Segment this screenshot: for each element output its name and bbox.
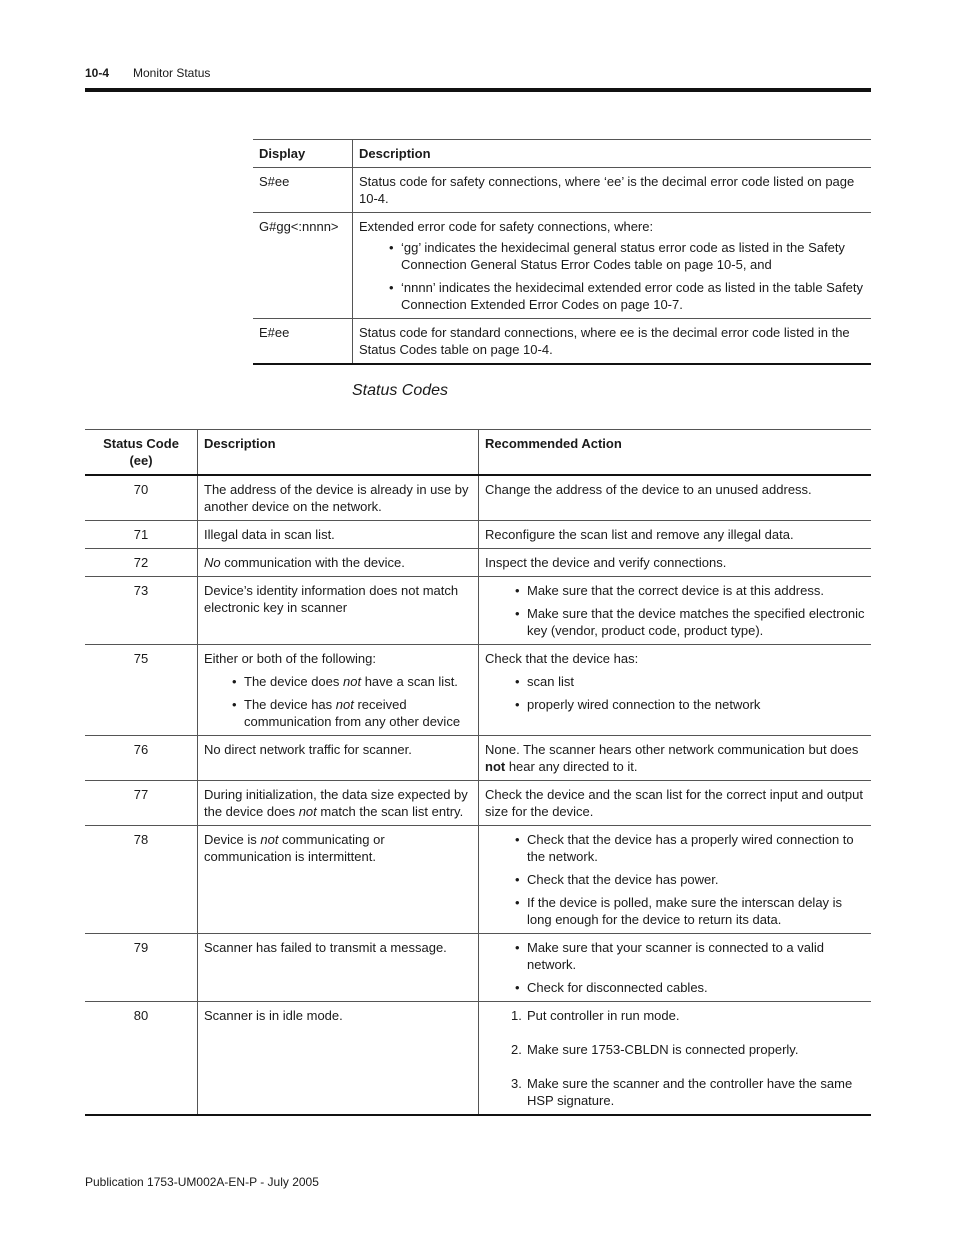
section-title: Monitor Status [133, 66, 211, 80]
action-cell: Check the device and the scan list for the correct input and output size for the device. [485, 787, 863, 819]
description-text: Extended error code for safety connections, where: [359, 219, 654, 234]
description-cell: During initialization, the data size expected by the device does not match the scan list entry. [198, 781, 479, 826]
page-header [85, 66, 871, 88]
status-code-cell: 80 [85, 1002, 198, 1116]
list-item: • ‘nnnn’ indicates the hexidecimal extended error code as listed in the table Safety Connection Extended Error Codes on page 10-7. [389, 279, 865, 313]
description-cell: Illegal data in scan list. [198, 521, 479, 549]
table-row [85, 1002, 871, 1116]
table-caption: Status Codes [352, 382, 449, 399]
description-cell: Scanner has failed to transmit a message. [198, 934, 479, 1002]
table-row [85, 934, 871, 1002]
list-item: • Check that the device has a properly wired connection to the network. [515, 831, 865, 865]
action-cell [479, 577, 872, 645]
table-header-row [253, 140, 871, 168]
table-row [85, 549, 871, 577]
table-row [85, 475, 871, 521]
column-header-recommended-action: Recommended Action [485, 436, 622, 451]
list-item: • Check for disconnected cables. [515, 979, 865, 996]
list-item: • The device has not received communication from any other device [232, 696, 472, 730]
list-item: 1. Put controller in run mode. [511, 1008, 680, 1023]
action-cell: Reconfigure the scan list and remove any illegal data. [485, 527, 794, 542]
description-text: communication with the device. [220, 555, 405, 570]
table-header-row [85, 430, 871, 476]
display-cell: E#ee [253, 319, 353, 365]
display-cell: S#ee [253, 168, 353, 213]
list-item: • Make sure that your scanner is connected to a valid network. [515, 939, 865, 973]
emphasis-text: not [298, 804, 317, 819]
list-item: 2. Make sure 1753-CBLDN is connected properly. [511, 1042, 799, 1057]
bullet-list [485, 673, 865, 713]
status-code-cell: 70 [85, 475, 198, 521]
table-row [85, 826, 871, 934]
status-code-cell: 79 [85, 934, 198, 1002]
description-cell: Scanner is in idle mode. [198, 1002, 479, 1116]
description-cell: Status code for safety connections, where ‘ee’ is the decimal error code listed on page 10-4. [359, 174, 855, 206]
description-cell: Device’s identity information does not match electronic key in scanner [198, 577, 479, 645]
list-item: • ‘gg’ indicates the hexidecimal general status error code as listed in the Safety Connection General Status Error Codes table on page 10-5, and [389, 239, 865, 273]
action-cell [479, 1002, 872, 1116]
description-cell: Status code for standard connections, where ee is the decimal error code listed in the Status Codes table on page 10-4. [359, 325, 850, 357]
description-cell: No direct network traffic for scanner. [198, 736, 479, 781]
status-code-cell: 75 [85, 645, 198, 736]
table-row [253, 168, 871, 213]
description-cell [198, 645, 479, 736]
description-cell [198, 549, 479, 577]
bullet-list [485, 939, 865, 996]
column-header-description: Description [359, 146, 431, 161]
numbered-list [485, 1007, 865, 1109]
list-item: • Make sure that the correct device is at this address. [515, 582, 865, 599]
display-codes-table [253, 139, 871, 365]
status-code-cell: 72 [85, 549, 198, 577]
status-codes-table [85, 429, 871, 1116]
table-row [85, 781, 871, 826]
status-code-cell: 76 [85, 736, 198, 781]
column-header-status-code: Status Code (ee) [85, 430, 198, 476]
column-header-description: Description [198, 430, 479, 476]
description-cell: Device is not communicating or communication is intermittent. [198, 826, 479, 934]
page-number: 10-4 [85, 66, 110, 80]
column-header-display: Display [253, 140, 353, 168]
action-cell: Inspect the device and verify connections. [485, 555, 727, 570]
status-code-cell: 71 [85, 521, 198, 549]
description-text: Either or both of the following: [204, 651, 376, 666]
bullet-list [204, 673, 472, 730]
description-cell: The address of the device is already in use by another device on the network. [198, 475, 479, 521]
list-item: • If the device is polled, make sure the interscan delay is long enough for the device to return its data. [515, 894, 865, 928]
table-row [85, 645, 871, 736]
table-row [253, 213, 871, 319]
bullet-list [485, 831, 865, 928]
table-row [85, 521, 871, 549]
list-item: 3. Make sure the scanner and the controller have the same HSP signature. [511, 1076, 853, 1108]
publication-footer: Publication 1753-UM002A-EN-P - July 2005 [85, 1175, 319, 1189]
list-item: • properly wired connection to the network [515, 696, 865, 713]
status-code-cell: 78 [85, 826, 198, 934]
emphasis-text: not [260, 832, 279, 847]
bullet-list [359, 239, 865, 313]
action-cell [479, 826, 872, 934]
emphasis-text: not [485, 759, 506, 774]
action-cell: None. The scanner hears other network communication but does not hear any directed to it. [485, 742, 859, 774]
bullet-list [485, 582, 865, 639]
action-cell [479, 645, 872, 736]
list-item: • Make sure that the device matches the specified electronic key (vendor, product code, product type). [515, 605, 865, 639]
action-cell [479, 934, 872, 1002]
header-rule [85, 88, 871, 92]
list-item: • Check that the device has power. [515, 871, 865, 888]
action-text: Check that the device has: [485, 651, 639, 666]
table-row [85, 577, 871, 645]
table-row [253, 319, 871, 365]
action-cell: Change the address of the device to an unused address. [485, 482, 812, 497]
list-item: • scan list [515, 673, 865, 690]
display-cell: G#gg<:nnnn> [253, 213, 353, 319]
status-code-cell: 77 [85, 781, 198, 826]
table-row [85, 736, 871, 781]
list-item: • The device does not have a scan list. [232, 673, 472, 690]
description-cell [353, 213, 872, 319]
status-code-cell: 73 [85, 577, 198, 645]
emphasis-text: No [204, 555, 221, 570]
